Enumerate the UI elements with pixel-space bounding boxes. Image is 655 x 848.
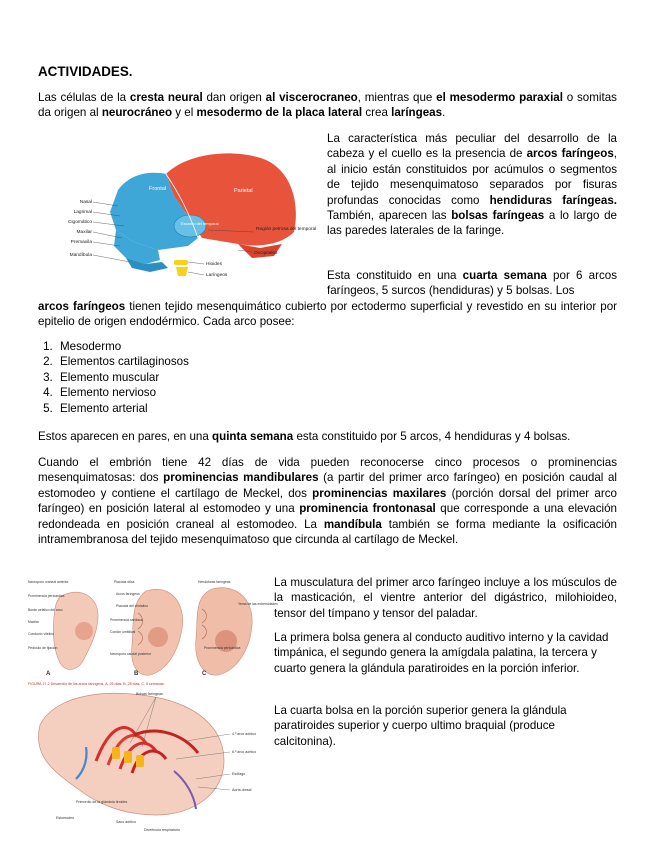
skull-label-hioides: Hioides [206, 262, 222, 267]
text-run: , mientras que [357, 91, 437, 104]
text-run: . [442, 106, 446, 120]
embryo-label: Borde cefálico del arco [28, 608, 63, 612]
bold-term: cresta neural [129, 91, 203, 104]
text-run: (porción dorsal del primer arco faríngeo) en posición lateral al estomodeo y una [38, 486, 617, 516]
pharyngeal-arches-figure [26, 575, 278, 835]
larynx-cartilages [176, 267, 188, 276]
bold-term: bolsas faríngeas [451, 209, 545, 223]
text-run: crea [362, 106, 392, 120]
text-run: Cuando el embrión tiene 42 días de vida pueden reconocerse cinco procesos o prominencias mesenquimatosas: dos [38, 456, 617, 485]
skull-label-occipitales: Occipitales [254, 251, 278, 256]
embryo-label: Prominencia cardiaca [110, 618, 143, 622]
list-item: 5. Elemento arterial [56, 401, 356, 416]
bold-term: el mesodermo paraxial [436, 91, 563, 104]
list-item: 1. Mesodermo [56, 339, 356, 354]
embryo-label: Neuroporo craneal anterior [28, 580, 69, 584]
embryo-label: Bolsas faríngeas [136, 692, 163, 696]
skull-label-frontal: Frontal [149, 186, 167, 192]
text-run: que corresponde a una elevación redondeada en posición craneal al estomodeo. La [38, 502, 617, 531]
skull-label-laringeos: Laríngeos [206, 273, 228, 278]
text-run: También, aparecen las [327, 209, 452, 223]
text-run: La característica más peculiar del desarrollo de la cabeza y el cuello es la presencia de [327, 132, 617, 161]
bold-term: mandíbula [323, 517, 382, 531]
embryo-label: Hendiduras faríngeas [198, 580, 231, 584]
paragraph-embrion-42-dias [38, 455, 617, 547]
bold-term: cuarta semana [462, 269, 547, 282]
text-run: a lo largo de las paredes laterales de la faringe. [327, 209, 617, 238]
text-run: Estos aparecen en pares, en una [38, 430, 213, 443]
embryo-label: Neuroporo caudal posterior [110, 652, 152, 656]
text-run: dan origen [202, 91, 266, 104]
paragraph-musculatura: La musculatura del primer arco faríngeo incluye a los músculos de la masticación, el vientre anterior del digástrico, milohioideo, tensor del tímpano y tensor del paladar. [274, 576, 617, 620]
bold-term: al viscerocraneo [265, 91, 358, 104]
skull-label-nasal: Nasal [79, 200, 92, 205]
skull-label-mandibula: Mandíbula [69, 253, 92, 258]
embryo-label: Divertículo respiratorio [144, 828, 180, 832]
list-item: 2. Elementos cartilaginosos [56, 354, 356, 369]
text-run: por 6 arcos faríngeos, 5 surcos (hendiduras) y 5 bolsas. Los [327, 269, 618, 298]
bold-term: prominencias maxilares [312, 486, 447, 500]
panel-letter-c: C [202, 671, 207, 677]
bold-term: laríngeas [391, 106, 443, 120]
text-run: Esta constituido en una [327, 269, 463, 282]
embryo-label: Pedículo de fijación [28, 646, 58, 650]
text-run: también se forma mediante la osificación intramembranosa del tejido mesenquimatoso que circunda al cartílago de Meckel. [38, 517, 617, 547]
skull-label-lagrimal: Lagrimal [73, 210, 92, 215]
text-run: Las células de la [38, 91, 130, 104]
panel-letter-b: B [134, 671, 139, 677]
intro-paragraph [38, 90, 617, 121]
embryo-label: Esófago [232, 772, 246, 776]
text-run: (a partir del primer arco faríngeo) en posición caudal al estomodeo y contiene el cartílago de Meckel, dos [38, 471, 617, 500]
hyoid-bone [174, 260, 188, 265]
bold-term: prominencias mandibulares [163, 471, 319, 485]
pharyngeal-pouch [112, 747, 120, 759]
embryo-label: 4.º arco aórtico [232, 732, 257, 736]
paragraph-primera-bolsa: La primera bolsa genera al conducto auditivo interno y la cavidad timpánica, el segundo genera la amígdala palatina, la tercera y cuarto genera la glándula paratiroides en la porción inferior. [274, 631, 609, 675]
pharyngeal-pouch [136, 755, 144, 767]
bold-term: neurocráneo [101, 106, 173, 120]
text-run: , al inicio están constituidos por acúmulos o segmentos de tejido mesenquimatoso separados por fisuras profundas conocidas como [327, 147, 617, 207]
skull-label-cigomatico: Cigomático [68, 220, 92, 225]
skull-label-escamo: Escamo del temporal [181, 221, 219, 226]
pharyngeal-pouch [124, 751, 132, 763]
page-title: ACTIVIDADES. [38, 64, 133, 79]
bold-term: quinta semana [212, 430, 294, 443]
embryo-label: Saco aórtico [116, 820, 136, 824]
bold-term: mesodermo de la placa lateral [196, 106, 363, 120]
embryo-label: Arcos faríngeos [116, 592, 140, 596]
embryo-label: 6.º arco aórtico [232, 750, 257, 754]
text-run: tienen tejido mesenquimático cubierto por ectodermo superficial y revestido en su interior por epitelio de origen endodérmico. Cada arco posee: [38, 300, 618, 329]
text-run: y el [172, 106, 197, 120]
embryo-label: Cordón umbilical [110, 630, 136, 634]
bold-term: arcos faríngeos [526, 147, 614, 161]
paragraph-cuarta-bolsa: La cuarta bolsa en la porción superior genera la glándula paratiroides superior y cuerpo ultimo braquial (produce calcitonina). [274, 704, 567, 748]
embryo-label: Aorta dorsal [232, 788, 252, 792]
embryo-label: Placoda del cristalino [116, 604, 149, 608]
text-run: o somitas da origen al [38, 91, 617, 120]
embryo-label: Prominencia pericárdica [204, 646, 241, 650]
skull-label-premaxila: Premaxila [70, 240, 92, 245]
paragraph-cuarta-semana-part1 [327, 268, 617, 299]
embryo-label: Estomodeo [56, 816, 75, 820]
embryo-label: Primordio de la glándula tiroides [76, 800, 128, 804]
embryo-label: Prominencia pericárdica [28, 594, 65, 598]
embryo-label: Yema de las extremidades [238, 602, 278, 606]
paragraph-quinta-semana [38, 429, 617, 444]
embryo-figure-caption: FIGURA 17-2 Desarrollo de los arcos faríngeos. A, 25 días. B, 28 días. C, 5 semanas. [28, 682, 165, 686]
skull-label-parietal: Parietal [234, 188, 253, 194]
bold-term: arcos faríngeos [38, 300, 126, 313]
arch-elements-list [38, 339, 356, 416]
list-item: 4. Elemento nervioso [56, 385, 356, 400]
skull-label-maxilar: Maxilar [76, 230, 92, 235]
skull-label-region-petrosa: Región petrosa del temporal [256, 227, 317, 232]
embryo-label: Placoda ótica [114, 580, 135, 584]
bold-term: hendiduras faríngeas. [489, 193, 617, 207]
skull-ossification-figure [38, 146, 322, 278]
embryo-label: Conducto vitelino [28, 632, 55, 636]
list-item: 3. Elemento muscular [56, 370, 356, 385]
paragraph-caracteristica [327, 131, 617, 239]
panel-letter-a: A [46, 671, 51, 677]
text-run: esta constituido por 5 arcos, 4 hendiduras y 4 bolsas. [293, 430, 571, 443]
bold-term: prominencia frontonasal [299, 502, 436, 516]
paragraph-cuarta-semana-part2 [38, 299, 617, 330]
embryo-label: Maxilar [28, 620, 39, 624]
